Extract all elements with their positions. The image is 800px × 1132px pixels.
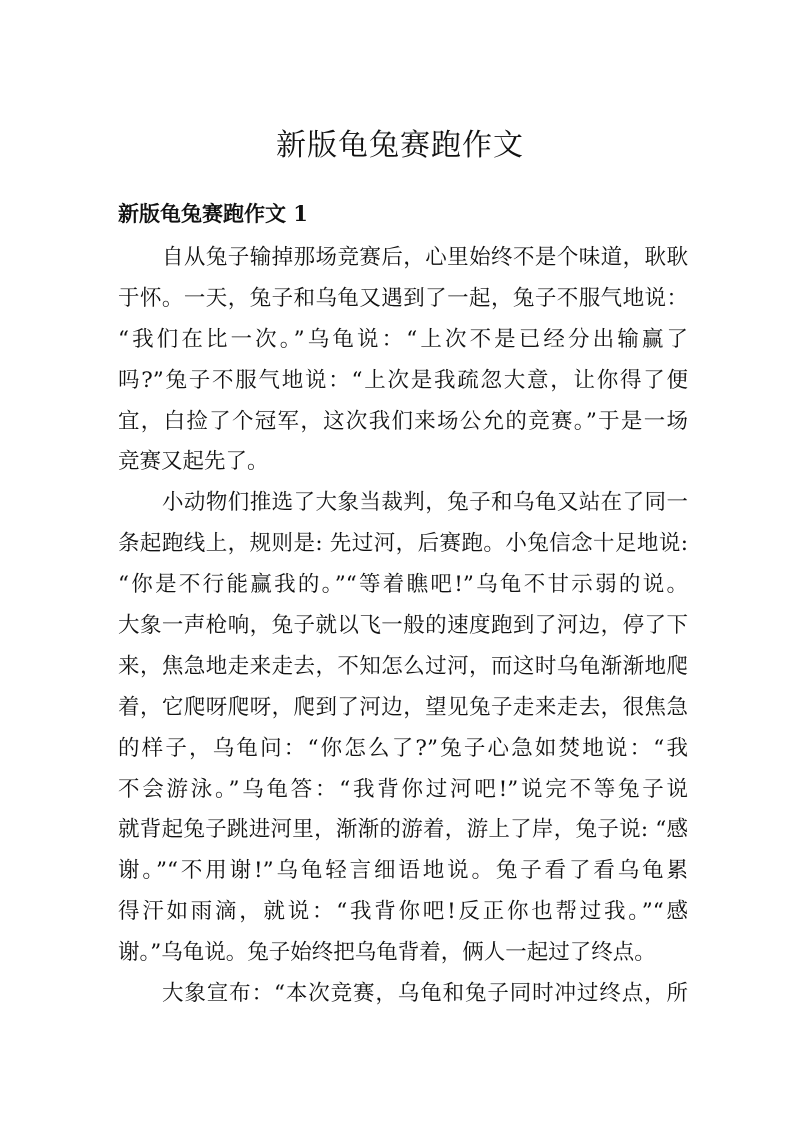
text-line: 自从兔子输掉那场竞赛后，心里始终不是个味道，耿耿 [162,245,688,270]
text-line: 着，它爬呀爬呀，爬到了河边，望见兔子走来走去，很焦急 [118,694,688,720]
text-line: 大象一声枪响，兔子就以飞一般的速度跑到了河边，停了下 [118,613,688,639]
paragraph-2 [118,483,688,974]
text-line: 谢。”乌龟说。兔子始终把乌龟背着，俩人一起过了终点。 [118,940,656,966]
text-line: “我们在比一次。”乌龟说：“上次不是已经分出输赢了 [118,326,688,352]
text-line: 条起跑线上，规则是: 先过河，后赛跑。小兔信念十足地说: [118,531,688,557]
text-line: 不会游泳。”乌龟答：“我背你过河吧!”说完不等兔子说 [118,776,688,802]
document-title: 新版龟兔赛跑作文 [276,128,524,163]
section-heading: 新版龟兔赛跑作文 1 [118,201,308,226]
text-line: 的样子，乌龟问：“你怎么了?”兔子心急如焚地说：“我 [118,735,688,761]
text-line: 吗?”兔子不服气地说：“上次是我疏忽大意，让你得了便 [118,367,688,393]
text-line: 就背起兔子跳进河里，渐渐的游着，游上了岸，兔子说: “感 [118,817,688,843]
text-line: 小动物们推选了大象当裁判，兔子和乌龟又站在了同一 [162,490,688,516]
text-line: 来，焦急地走来走去，不知怎么过河，而这时乌龟渐渐地爬 [118,653,688,679]
text-line: 大象宣布：“本次竞赛，乌龟和兔子同时冲过终点，所 [162,981,688,1007]
text-line: 于怀。一天，兔子和乌龟又遇到了一起，兔子不服气地说： [118,285,688,311]
text-line: “你是不行能赢我的。”“等着瞧吧!”乌龟不甘示弱的说。 [118,572,688,598]
text-line: 谢。”“不用谢!”乌龟轻言细语地说。兔子看了看乌龟累 [118,858,688,884]
text-line: 得汗如雨滴，就说：“我背你吧!反正你也帮过我。”“感 [118,899,688,925]
document-body [118,238,688,1015]
text-line: 竞赛又起先了。 [118,449,269,475]
text-line: 宜，白捡了个冠军，这次我们来场公允的竞赛。”于是一场 [118,408,688,434]
paragraph-1 [118,238,688,483]
paragraph-3 [118,974,688,1015]
